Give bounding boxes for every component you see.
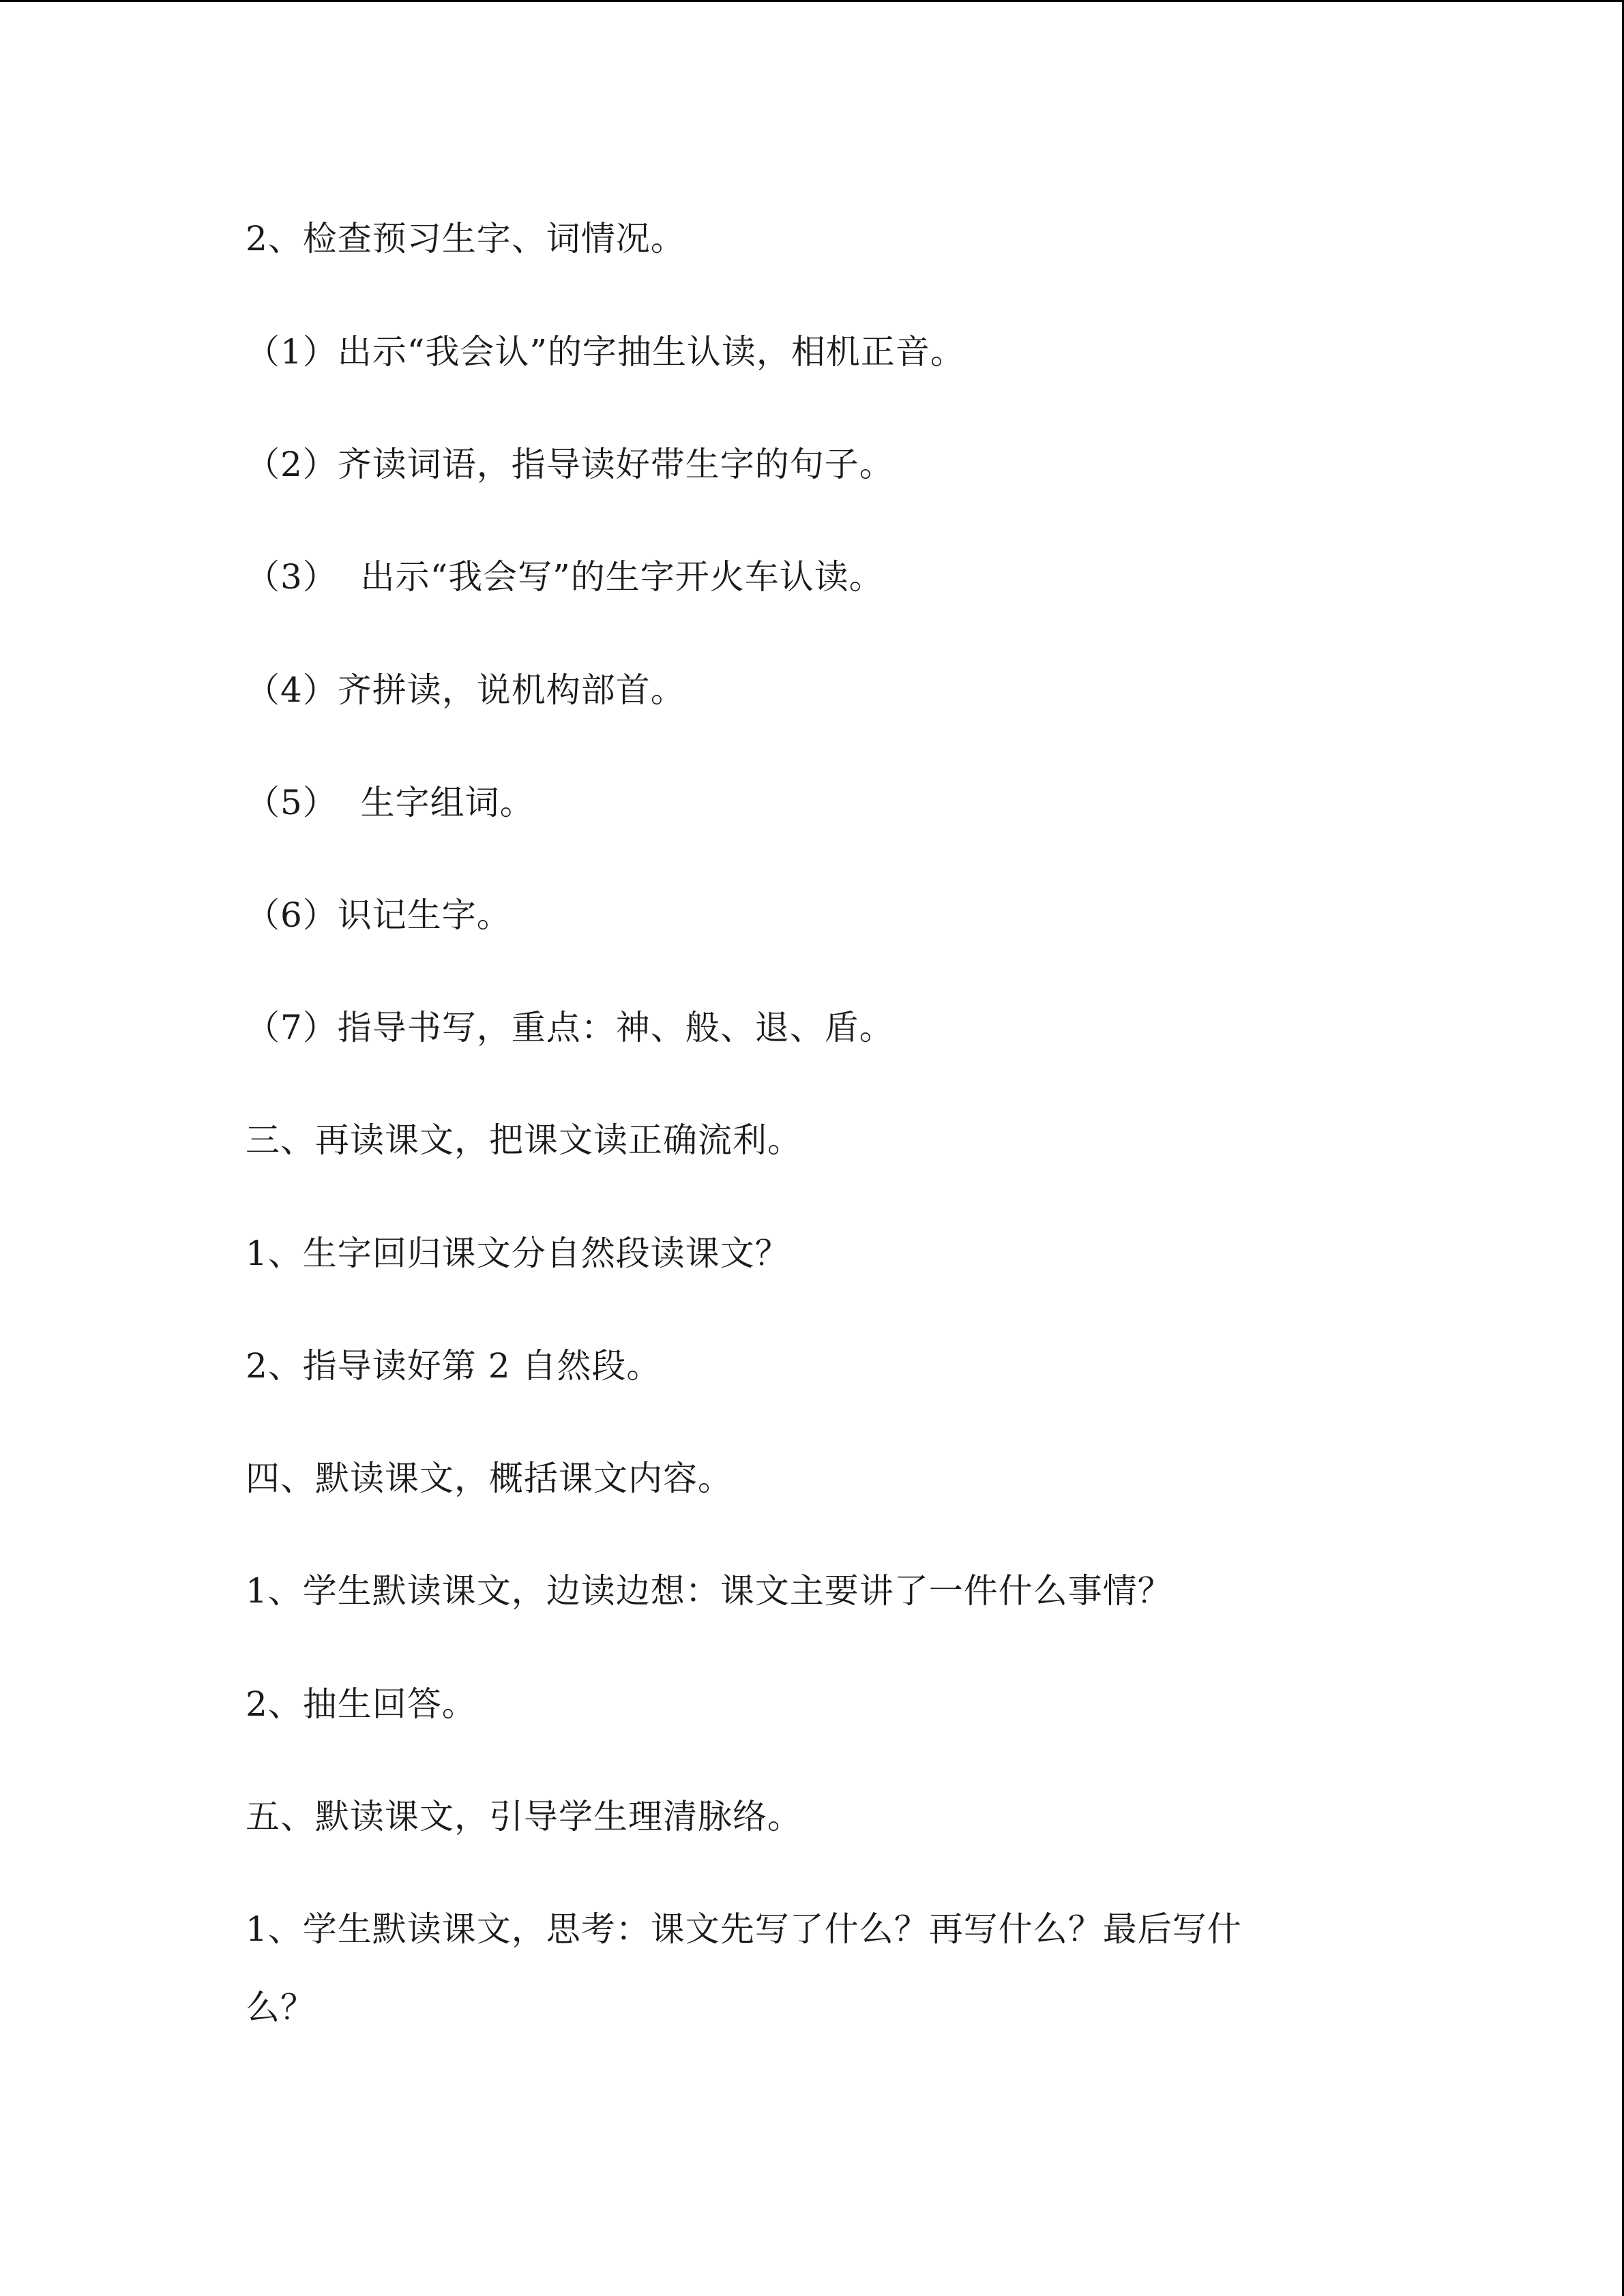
- text-line: （2）齐读词语，指导读好带生字的句子。: [246, 445, 894, 484]
- section-heading: 五、默读课文，引导学生理清脉络。: [246, 1797, 802, 1836]
- section-heading: 四、默读课文，概括课文内容。: [246, 1459, 733, 1498]
- text-line: 2、指导读好第 2 自然段。: [246, 1346, 662, 1386]
- text-line: （3） 出示“我会写”的生字开火车认读。: [246, 557, 884, 597]
- text-line: 1、生字回归课文分自然段读课文？: [246, 1234, 790, 1273]
- text-line: 1、学生默读课文，边读边想：课文主要讲了一件什么事情？: [246, 1571, 1172, 1611]
- text-line: （7）指导书写，重点：神、般、退、盾。: [246, 1008, 894, 1047]
- text-line: （1）出示“我会认”的字抽生认读，相机正音。: [246, 332, 965, 372]
- text-line: （4）齐拼读，说机构部首。: [246, 670, 685, 710]
- text-line: （6）识记生字。: [246, 895, 512, 935]
- page-top-border: [0, 0, 1624, 2]
- section-heading: 三、再读课文，把课文读正确流利。: [246, 1120, 802, 1160]
- text-line: 1、学生默读课文，思考：课文先写了什么？再写什么？最后写什: [246, 1909, 1242, 1949]
- text-line: （5） 生字组词。: [246, 783, 535, 822]
- text-line: 么？: [246, 1988, 315, 2027]
- text-line: 2、检查预习生字、词情况。: [246, 219, 685, 258]
- text-line: 2、抽生回答。: [246, 1684, 477, 1724]
